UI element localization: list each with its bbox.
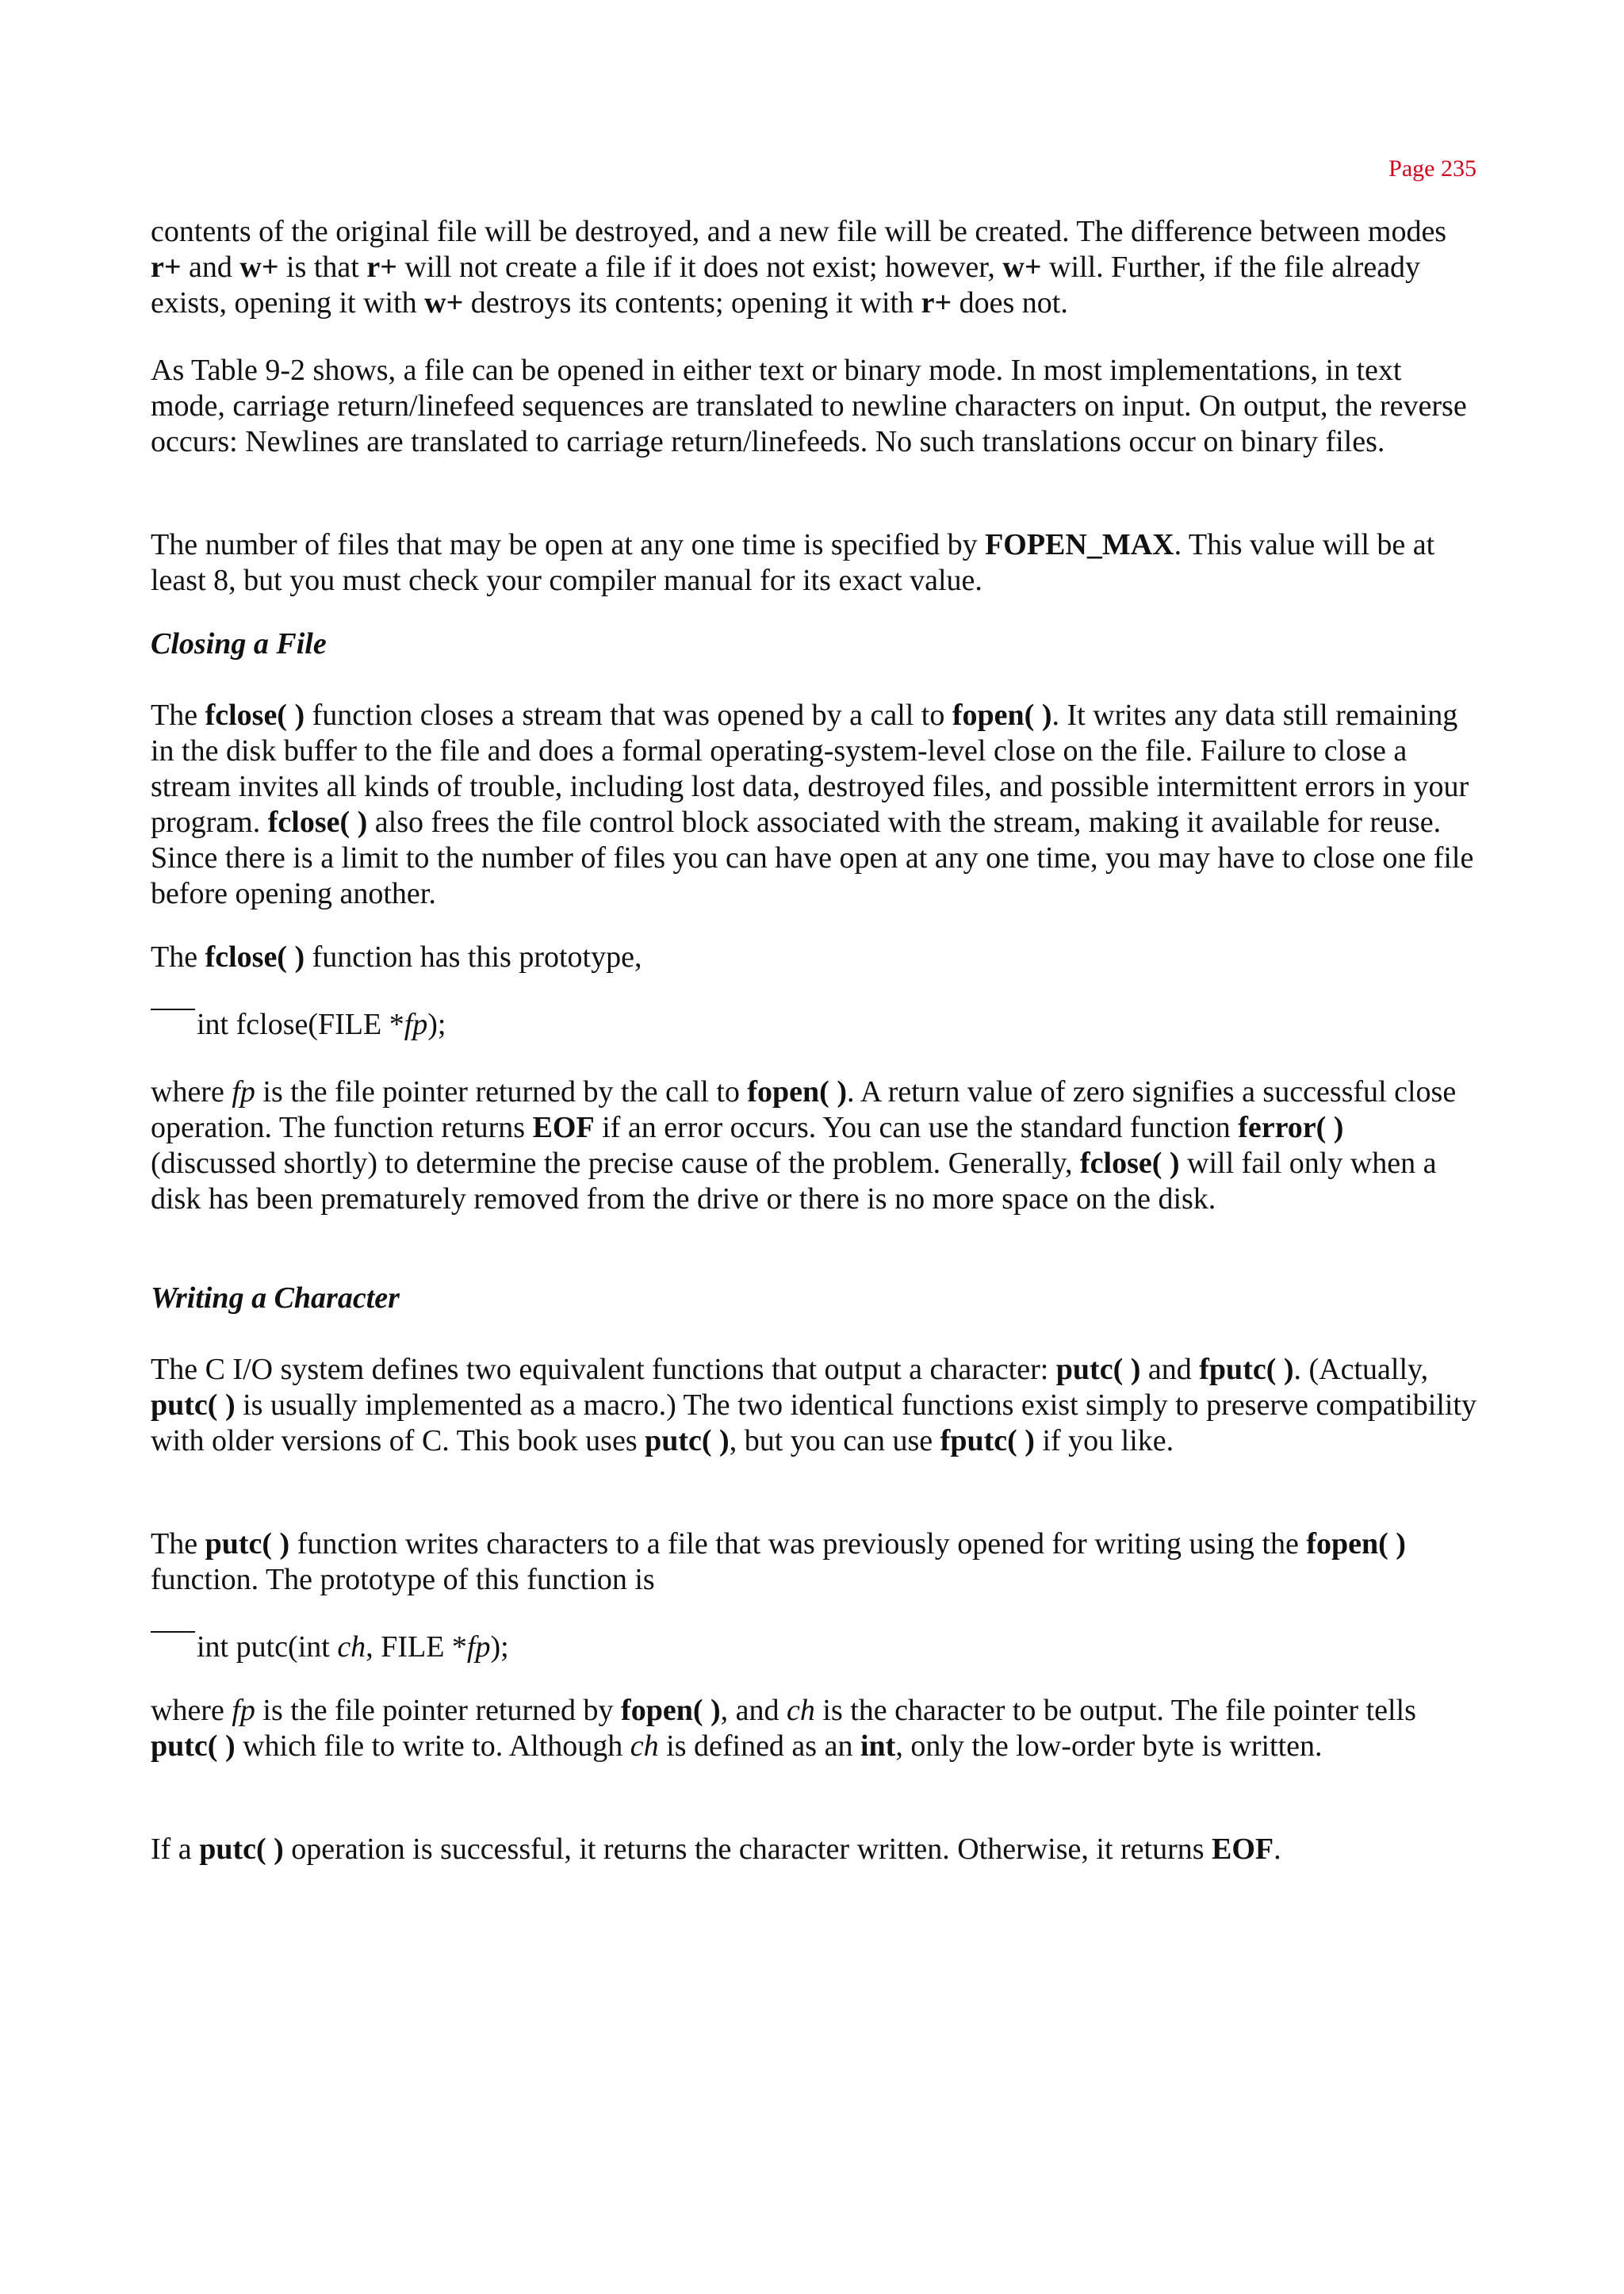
page-number: Page 235 (1388, 155, 1477, 182)
paragraph-text-binary-mode: As Table 9-2 shows, a file can be opened in either text or binary mode. In most implementations, in text mode, carriage return/linefeed sequences are translated to newline characters on input. On output, the reverse occurs: Newlines are translated to carriage return/linefeeds. No such translations occur on binary files. (151, 354, 1467, 458)
section-heading-closing-a-file: Closing a File (151, 627, 327, 661)
paragraph-putc-return: If a putc( ) operation is successful, it returns the character written. Otherwise, it returns EOF. (151, 1833, 1281, 1866)
paragraph-fclose-prototype-intro: The fclose( ) function has this prototype, (151, 940, 642, 974)
code-putc-prototype: int putc(int ch, FILE *fp); (151, 1630, 509, 1665)
paragraph-file-modes: contents of the original file will be destroyed, and a new file will be created. The difference between modes r+ and w+ is that r+ will not create a file if it does not exist; however, w+ will. Further, if the file already exists, opening it with w+ destroys its contents; opening it with r+ does not. (151, 215, 1447, 320)
code-fclose-prototype: int fclose(FILE *fp); (151, 1007, 446, 1043)
paragraph-putc-params: where fp is the file pointer returned by fopen( ), and ch is the character to be output. The file pointer tells putc( ) which file to write to. Although ch is defined as an int, only the low-order byte is written. (151, 1694, 1416, 1763)
paragraph-fclose-description: The fclose( ) function closes a stream that was opened by a call to fopen( ). It writes any data still remaining in the disk buffer to the file and does a formal operating-system-level close on the file. Failure to close a stream invites all kinds of trouble, including lost data, destroyed files, and possible intermittent errors in your program. fclose( ) also frees the file control block associated with the stream, making it available for reuse. Since there is a limit to the number of files you can have open at any one time, you may have to close one file before opening another. (151, 699, 1474, 910)
paragraph-fclose-return: where fp is the file pointer returned by the call to fopen( ). A return value of zero signifies a successful close operation. The function returns EOF if an error occurs. You can use the standard function ferror( ) (discussed shortly) to determine the precise cause of the problem. Generally, fclose( ) will fail only when a disk has been prematurely removed from the drive or there is no more space on the disk. (151, 1075, 1457, 1216)
paragraph-fopen-max: The number of files that may be open at any one time is specified by FOPEN_MAX. This value will be at least 8, but you must check your compiler manual for its exact value. (151, 528, 1435, 597)
code-marker (151, 1631, 195, 1633)
paragraph-putc-intro: The putc( ) function writes characters to a file that was previously opened for writing using the fopen( ) function. The prototype of this function is (151, 1527, 1406, 1596)
code-marker (151, 1009, 195, 1010)
paragraph-putc-fputc: The C I/O system defines two equivalent functions that output a character: putc( ) and fputc( ). (Actually, putc( ) is usually implemented as a macro.) The two identical functions exist simply to preserve compatibility with older versions of C. This book uses putc( ), but you can use fputc( ) if you like. (151, 1353, 1477, 1457)
section-heading-writing-a-character: Writing a Character (151, 1281, 400, 1315)
document-page (151, 151, 1477, 2212)
